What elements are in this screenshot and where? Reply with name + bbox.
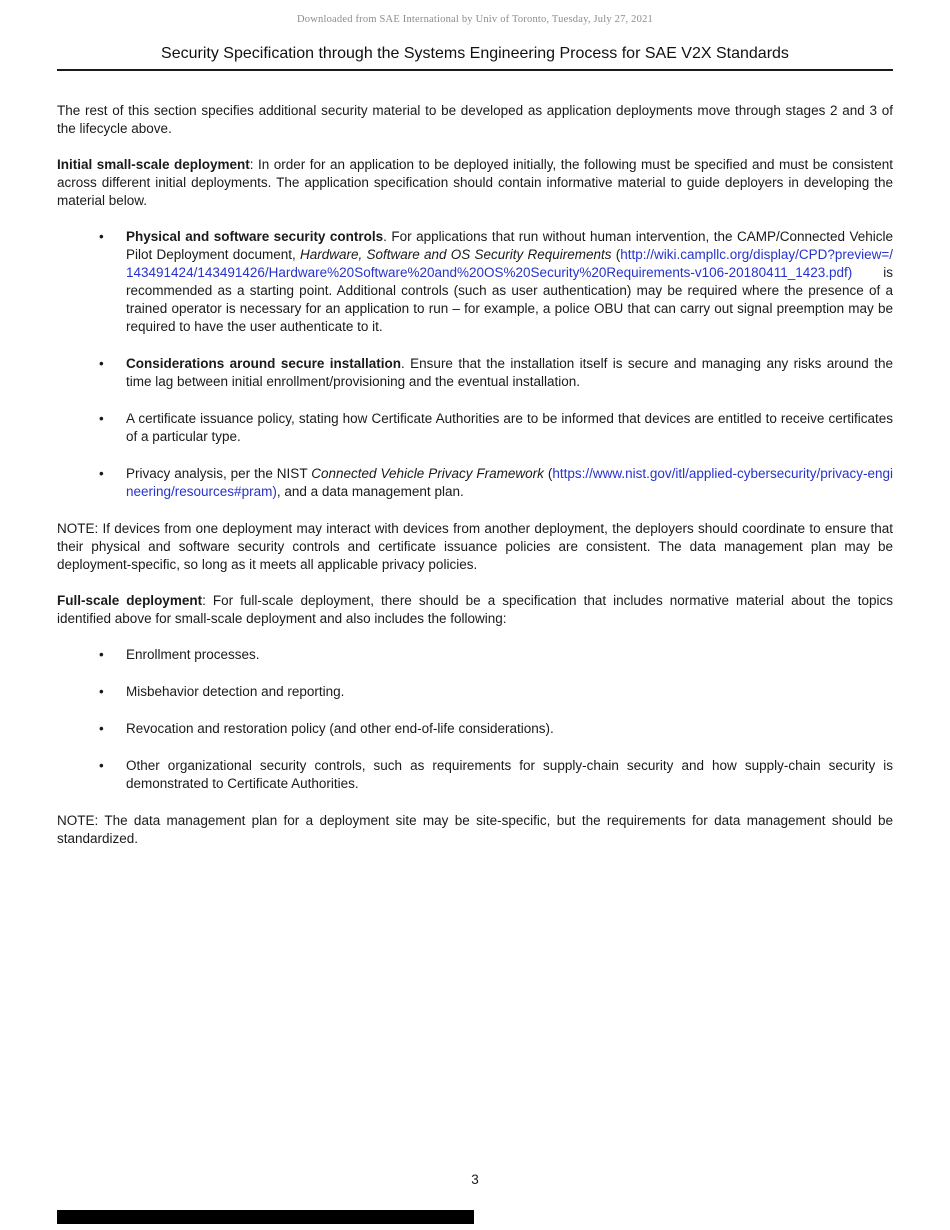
text-run: , and a data management plan.	[276, 484, 464, 499]
page-number: 3	[471, 1172, 479, 1187]
list-item-text	[126, 683, 893, 701]
list-item	[57, 228, 893, 336]
document-content	[57, 102, 893, 848]
list-item-text	[126, 646, 893, 664]
footer-black-bar	[57, 1210, 474, 1224]
text-run: . Ensure that the installation itself is secure and managing any risks around the time lag between initial enrollment/provisioning and the eventual installation.	[126, 356, 893, 389]
text-run: (	[611, 247, 621, 262]
bullet-icon: •	[99, 411, 104, 426]
text-run: . For applications that run without human intervention, the CAMP/Connected Vehicle Pilot Deployment document,	[126, 229, 893, 262]
text-run: Enrollment processes.	[126, 647, 260, 662]
paragraph	[57, 102, 893, 138]
list-item	[57, 683, 893, 701]
bullet-icon: •	[99, 229, 104, 244]
italic-text: Hardware, Software and OS Security Requirements	[300, 247, 612, 262]
bold-text: Considerations around secure installation	[126, 356, 402, 371]
document-title: Security Specification through the Systems Engineering Process for SAE V2X Standards	[161, 45, 789, 62]
text-run: : For full-scale deployment, there should be a specification that includes normative material about the topics identified above for small-scale deployment and also includes the following:	[57, 593, 893, 626]
text-run: A certificate issuance policy, stating how Certificate Authorities are to be informed that devices are entitled to receive certificates of a particular type.	[126, 411, 893, 444]
bullet-icon: •	[99, 356, 104, 371]
list-item-text	[126, 228, 893, 336]
bullet-icon: •	[99, 758, 104, 773]
text-run: : In order for an application to be deployed initially, the following must be specified and must be consistent across different initial deployments. The application specification should contain informative material to guide deployers in developing the material below.	[57, 157, 893, 208]
text-run: Privacy analysis, per the NIST	[126, 466, 312, 481]
text-run: Other organizational security controls, such as requirements for supply-chain security and how supply-chain security is demonstrated to Certificate Authorities.	[126, 758, 893, 791]
text-run: Revocation and restoration policy (and other end-of-life considerations).	[126, 721, 554, 736]
list-item	[57, 355, 893, 391]
hyperlink[interactable]: http://wiki.campllc.org/display/CPD?preview=/143491424/143491426/Hardware%20Software%20and%20OS%20Security%20Requirements-v106-20180411_1423.pdf)	[126, 247, 893, 280]
paragraph	[57, 812, 893, 848]
bullet-icon: •	[99, 647, 104, 662]
text-run: NOTE: The data management plan for a deployment site may be site-specific, but the requirements for data management should be standardized.	[57, 813, 893, 846]
text-run: The rest of this section specifies additional security material to be developed as application deployments move through stages 2 and 3 of the lifecycle above.	[57, 103, 893, 136]
download-watermark: Downloaded from SAE International by Univ of Toronto, Tuesday, July 27, 2021	[297, 14, 653, 25]
paragraph	[57, 520, 893, 574]
list-item-text	[126, 355, 893, 391]
paragraph	[57, 592, 893, 628]
list-item	[57, 720, 893, 738]
list-item-text	[126, 410, 893, 446]
bold-text: Initial small-scale deployment	[57, 157, 250, 172]
text-run: Misbehavior detection and reporting.	[126, 684, 345, 699]
bold-text: Physical and software security controls	[126, 229, 384, 244]
list-item-text	[126, 757, 893, 793]
italic-text: Connected Vehicle Privacy Framework	[311, 466, 544, 481]
list-item	[57, 465, 893, 501]
list-item	[57, 757, 893, 793]
bullet-icon: •	[99, 721, 104, 736]
list-item	[57, 646, 893, 664]
bullet-icon: •	[99, 466, 104, 481]
list-item	[57, 410, 893, 446]
title-block	[57, 44, 893, 71]
hyperlink[interactable]: https://www.nist.gov/itl/applied-cybersecurity/privacy-engineering/resources#pram)	[126, 466, 893, 499]
list-item-text	[126, 465, 893, 501]
list-item-text	[126, 720, 893, 738]
paragraph	[57, 156, 893, 210]
text-run: NOTE: If devices from one deployment may interact with devices from another deployment, the deployers should coordinate to ensure that their physical and software security controls and certificate issuance policies are consistent. The data management plan may be deployment-specific, so long as it meets all applicable privacy policies.	[57, 521, 893, 572]
text-run: (	[543, 466, 553, 481]
bold-text: Full-scale deployment	[57, 593, 203, 608]
bullet-icon: •	[99, 684, 104, 699]
text-run: is recommended as a starting point. Additional controls (such as user authentication) may be required where the presence of a trained operator is necessary for an application to run – for example, a police OBU that can carry out signal preemption may be required to have the user authenticate to it.	[126, 265, 893, 334]
